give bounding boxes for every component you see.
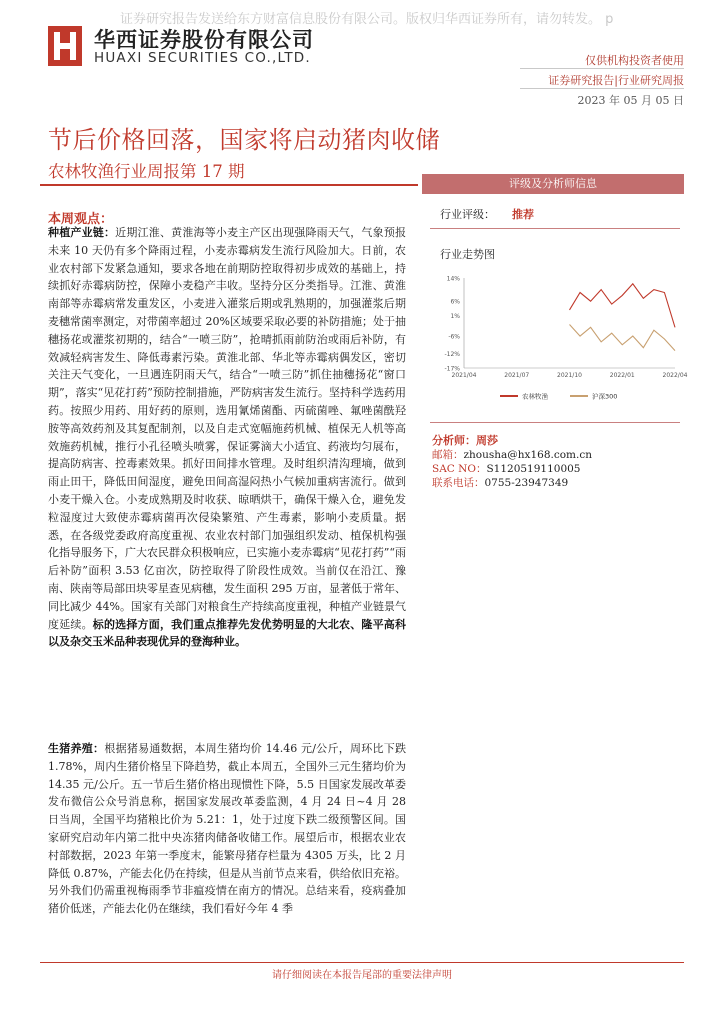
chart-heading: 行业走势图 <box>440 248 495 261</box>
industry-trend-chart <box>430 270 688 410</box>
side-divider <box>430 422 680 423</box>
x-tick-label: 2021/10 <box>557 372 582 379</box>
email-label: 邮箱： <box>432 449 464 461</box>
email-link[interactable]: zhousha@hx168.com.cn <box>463 449 592 461</box>
x-tick-label: 2022/01 <box>609 372 635 379</box>
planting-text: 近期江淮、黄淮海等小麦主产区出现强降雨天气，气象预报未来 10 天仍有多个降雨过程，小麦赤霉病发生流行风险加大。日前，农业农村部下发紧急通知，要求各地在前期防控取得初步成效的基础上，持续抓好赤霉病防控，保障小麦稳产丰收。坚持分区分类指导。江淮、黄淮南部等赤霉病常发重发区，小麦进入灌浆后期或乳熟期的，加强灌浆后期麦穗常菌率测定，对带菌率超过 20%区域要采取必要的补防措施；处于抽穗扬花或灌浆初期的，结合“一喷三防”，抢晴抓雨前防治或雨后补防，有效减轻病害发生、降低毒素污染。黄淮北部、华北等赤霉病偶发区，密切关注天气变化，一旦遇连阴雨天气，结合“一喷三防”抓住抽穗扬花“窗口期”，落实“见花打药”预防控制措施，严防病害发生流行。坚持科学选药用药。按照少用药、用好药的原则，选用氰烯菌酯、丙硫菌唑、氟唑菌酰羟胺等高效药剂及其复配制剂，以及自走式宽幅施药机械、植保无人机等高效施药机械，推行小孔径喷头喷雾，保证雾滴大小适宜、药液均匀展布，提高防病害、控毒素效果。抓好田间排水管理。及时组织清沟理墒，做到雨止田干，降低田间湿度，避免田间高湿闷热小气候加重病害流行。做到小麦干燥入仓。小麦成熟期及时收获、晾晒烘干，确保干燥入仓，避免发粒湿度过大致使赤霉病菌再次侵染繁殖、产生毒素，影响小麦质量。据悉，在各级党委政府高度重视、农业农村部门加强组织发动、植保机构强化指导服务下，广大农民群众积极响应，已实施小麦赤霉病“见花打药”“雨后补防”面积 3.53 亿亩次，防控取得了阶段性成效。当前仅在沿江、豫南、陕南等局部田块零星查见病穗，发生面积 295 万亩，显著低于常年、同比减少 44%。国家有关部门对粮食生产持续高度重视，种植产业链景气度延续。 <box>48 226 407 631</box>
planting-paragraph <box>48 224 406 651</box>
sac-label: SAC NO： <box>432 463 487 475</box>
company-name-cn: 华西证券股份有限公司 <box>94 28 314 52</box>
x-tick-label: 2021/07 <box>504 372 530 379</box>
footer-notice: 请仔细阅读在本报告尾部的重要法律声明 <box>272 970 452 981</box>
report-type: 证券研究报告|行业研究周报 <box>548 74 684 87</box>
rating-label: 行业评级： <box>440 208 495 221</box>
footer-rule <box>40 962 684 963</box>
analyst-phone-row <box>432 476 568 490</box>
header-divider <box>520 88 684 89</box>
sac-number: S1120519110005 <box>486 463 581 475</box>
series-line <box>570 284 676 328</box>
title-rule <box>40 184 418 186</box>
hog-lead: 生猪养殖： <box>48 742 105 755</box>
series-line <box>570 324 676 350</box>
company-name-en: HUAXI SECURITIES CO.,LTD. <box>94 50 311 66</box>
planting-lead: 种植产业链： <box>48 226 116 239</box>
company-logo-icon <box>48 26 82 66</box>
phone-label: 联系电话： <box>432 477 485 489</box>
analyst-heading: 分析师：周莎 <box>432 434 498 447</box>
y-tick-label: -17% <box>444 365 460 373</box>
planting-conclusion: 标的选择方面，我们重点推荐先发优势明显的大北农、隆平高科以及杂交玉米品种表现优异的登海种业。 <box>48 617 407 649</box>
side-banner: 评级及分析师信息 <box>422 174 684 194</box>
analyst-email-row <box>432 448 592 462</box>
x-tick-label: 2022/04 <box>662 372 688 379</box>
legend-label: 农林牧渔 <box>522 392 548 401</box>
y-tick-label: -6% <box>448 333 460 341</box>
y-tick-label: 1% <box>450 313 460 321</box>
report-title: 节后价格回落，国家将启动猪肉收储 <box>48 126 440 154</box>
phone-number: 0755-23947349 <box>484 477 569 489</box>
section-heading: 本周观点： <box>48 212 114 227</box>
hog-text: 根据猪易通数据，本周生猪均价 14.46 元/公斤，周环比下跌 1.78%，周内生猪价格呈下降趋势，截止本周五，全国外三元生猪均价为 14.35 元/公斤。五一节后生猪价格出现惯性下降，5.5 日国家发展改革委发布微信公众号消息称，据国家发展改革委监测，4 月 24 日~4 月 28 日当周，全国平均猪粮比价为 5.21：1，处于过度下跌二级预警区间。国家研究启动年内第二批中央冻猪肉储备收储工作。展望后市，根据农业农村部数据，2023 年第一季度末，能繁母猪存栏量为 4305 万头，比 2 月降低 0.87%，产能去化仍在持续，但是从当前节点来看，供给依旧充裕。另外我们仍需重视梅雨季节非瘟疫情在南方的情况。总结来看，疫病叠加猪价低迷，产能去化仍在继续，我们看好今年 4 季 <box>48 742 406 916</box>
watermark-text: 证券研究报告发送给东方财富信息股份有限公司。版权归华西证券所有，请勿转发。 p <box>120 12 614 27</box>
legend-label: 沪深300 <box>592 392 618 401</box>
hog-paragraph <box>48 740 406 918</box>
report-subtitle: 农林牧渔行业周报第 17 期 <box>48 162 245 181</box>
report-date: 2023 年 05 月 05 日 <box>577 94 684 107</box>
y-tick-label: 6% <box>450 298 460 306</box>
header-divider <box>520 68 684 69</box>
side-divider <box>430 228 680 229</box>
audience-note: 仅供机构投资者使用 <box>585 54 684 67</box>
analyst-sac-row <box>432 462 581 476</box>
y-tick-label: -12% <box>444 350 460 358</box>
x-tick-label: 2021/04 <box>451 372 477 379</box>
rating-value: 推荐 <box>512 208 534 221</box>
y-tick-label: 14% <box>446 275 460 283</box>
